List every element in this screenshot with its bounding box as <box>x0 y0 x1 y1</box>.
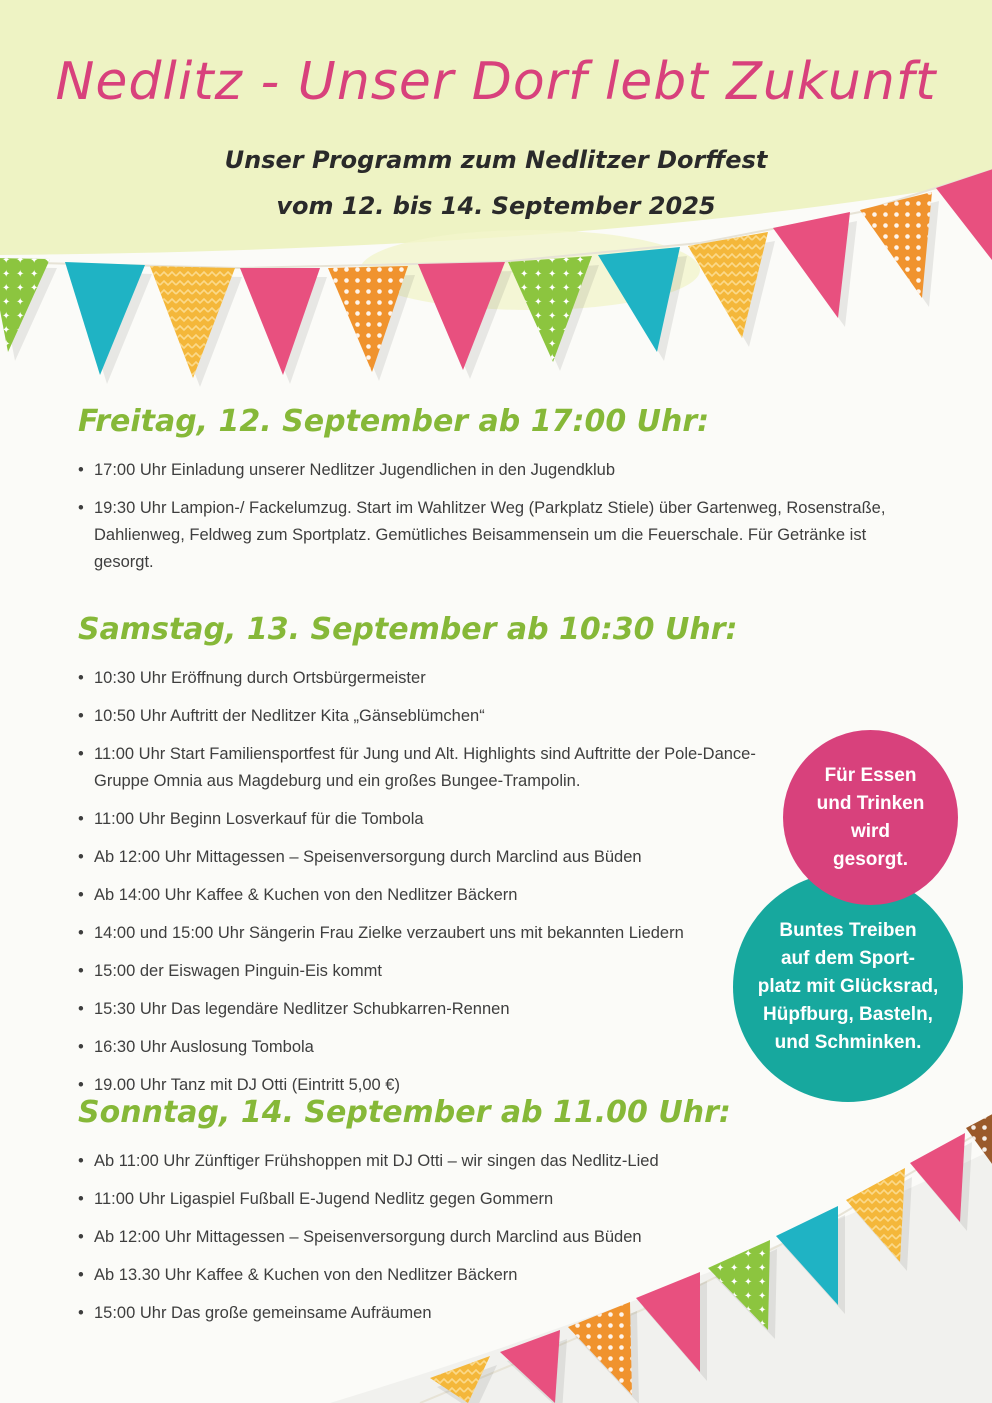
heading-saturday: Samstag, 13. September ab 10:30 Uhr: <box>78 612 738 647</box>
section-friday <box>78 404 898 587</box>
list-item: • 15:00 Uhr Das große gemeinsame Aufräumen <box>78 1300 768 1327</box>
list-saturday <box>78 665 768 1099</box>
list-item: • 17:00 Uhr Einladung unserer Nedlitzer Jugendlichen in den Jugendklub <box>78 457 898 484</box>
bubble-line: wird <box>850 820 891 842</box>
list-item: • 11:00 Uhr Ligaspiel Fußball E-Jugend Nedlitz gegen Gommern <box>78 1186 768 1213</box>
heading-friday: Freitag, 12. September ab 17:00 Uhr: <box>78 404 710 439</box>
food-bubble <box>783 730 958 905</box>
bubble-line: und Schminken. <box>774 1032 922 1053</box>
list-item: • 16:30 Uhr Auslosung Tombola <box>78 1034 768 1061</box>
section-saturday <box>78 612 768 1110</box>
pennant-flag <box>773 212 850 318</box>
bubble-line: Buntes Treiben <box>779 920 917 941</box>
subtitle-line-2: vom 12. bis 14. September 2025 <box>276 192 716 220</box>
list-item: • 11:00 Uhr Beginn Losverkauf für die Tombola <box>78 806 768 833</box>
list-sunday <box>78 1148 768 1327</box>
list-item: • 14:00 und 15:00 Uhr Sängerin Frau Zielke verzaubert uns mit bekannten Liedern <box>78 920 768 947</box>
list-item: • 11:00 Uhr Start Familiensportfest für Jung und Alt. Highlights sind Auftritte der Pole-Dance-Gruppe Omnia aus Magdeburg und ein großes Bungee-Trampolin. <box>78 741 768 795</box>
list-item: • 19:30 Uhr Lampion-/ Fackelumzug. Start im Wahlitzer Weg (Parkplatz Stiele) über Gartenweg, Rosenstraße, Dahlienweg, Feldweg zum Sportplatz. Gemütliches Beisammensein um die Feuerschale. Für Getränke ist gesorgt. <box>78 495 898 576</box>
list-item: • 10:30 Uhr Eröffnung durch Ortsbürgermeister <box>78 665 768 692</box>
list-item: • Ab 11:00 Uhr Zünftiger Frühshoppen mit DJ Otti – wir singen das Nedlitz-Lied <box>78 1148 768 1175</box>
bubble-line: gesorgt. <box>833 848 908 870</box>
list-item: • Ab 12:00 Uhr Mittagessen – Speisenversorgung durch Marclind aus Büden <box>78 844 768 871</box>
section-sunday <box>78 1095 768 1338</box>
bubble-line: und Trinken <box>816 792 925 814</box>
subtitle-line-1: Unser Programm zum Nedlitzer Dorffest <box>224 146 768 174</box>
bubble-line: Für Essen <box>824 764 917 786</box>
list-item: • 10:50 Uhr Auftritt der Nedlitzer Kita „Gänseblümchen“ <box>78 703 768 730</box>
list-item: • Ab 12:00 Uhr Mittagessen – Speisenversorgung durch Marclind aus Büden <box>78 1224 768 1251</box>
page-title: Nedlitz - Unser Dorf lebt Zukunft <box>55 52 937 112</box>
list-item: • 15:30 Uhr Das legendäre Nedlitzer Schubkarren-Rennen <box>78 996 768 1023</box>
list-friday <box>78 457 898 576</box>
heading-sunday: Sonntag, 14. September ab 11.00 Uhr: <box>78 1095 731 1130</box>
list-item: • Ab 14:00 Uhr Kaffee & Kuchen von den Nedlitzer Bäckern <box>78 882 768 909</box>
list-item: • Ab 13.30 Uhr Kaffee & Kuchen von den Nedlitzer Bäckern <box>78 1262 768 1289</box>
bubble-line: platz mit Glücksrad, <box>757 976 939 997</box>
bubble-line: auf dem Sport- <box>780 948 916 969</box>
activities-bubble <box>733 872 963 1102</box>
list-item: • 19.00 Uhr Tanz mit DJ Otti (Eintritt 5,00 €) <box>78 1072 768 1099</box>
bubble-line: Hüpfburg, Basteln, <box>763 1004 933 1025</box>
list-item: • 15:00 der Eiswagen Pinguin-Eis kommt <box>78 958 768 985</box>
